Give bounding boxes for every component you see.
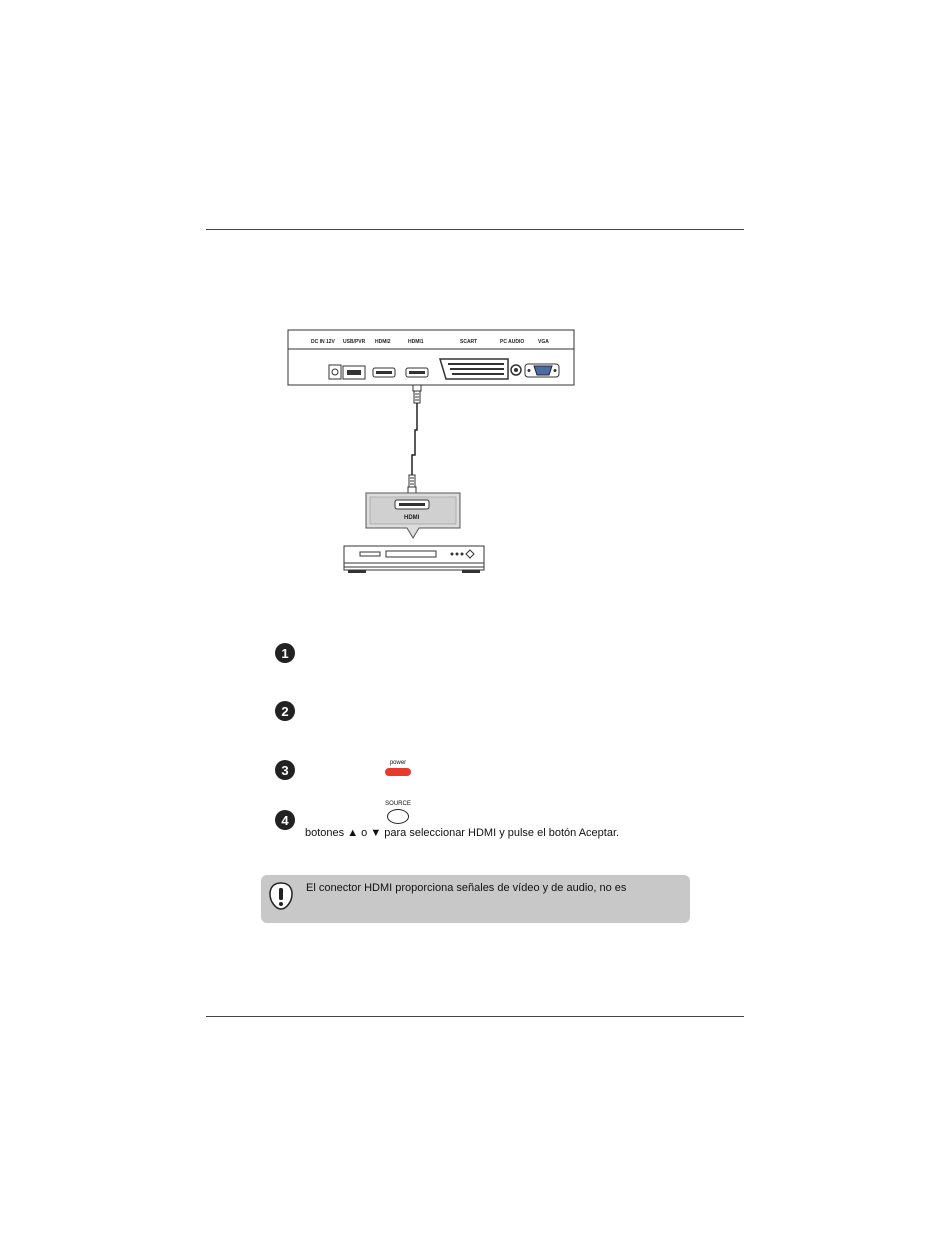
port-label-hdmi1: HDMI1 [408, 339, 424, 345]
source-button-label: SOURCE [385, 801, 411, 807]
port-label-scart: SCART [460, 339, 478, 345]
step-3-number: 3 [275, 760, 295, 780]
source-button-shape [387, 809, 409, 824]
step-4-number: 4 [275, 810, 295, 830]
hdmi-connection-diagram [280, 325, 590, 585]
dc-port [329, 365, 341, 379]
power-button-icon [384, 760, 412, 776]
step-2-number: 2 [275, 701, 295, 721]
exclamation-icon [269, 882, 293, 910]
power-button-label: power [389, 760, 407, 766]
port-label-vga: VGA [538, 339, 549, 345]
note-box [261, 875, 690, 923]
power-button-shape [385, 768, 411, 776]
port-label-usb: USB/PVR [343, 339, 366, 345]
hdmi-cable [408, 385, 421, 493]
source-button-icon [383, 801, 413, 824]
port-label-dc: DC IN 12V [311, 339, 335, 345]
step-1-number: 1 [275, 643, 295, 663]
port-label-pc-audio: PC AUDIO [500, 339, 525, 345]
device-port-label: HDMI [404, 515, 420, 521]
top-rule [206, 229, 744, 230]
bottom-rule [206, 1016, 744, 1017]
step-4-text: botones ▲ o ▼ para seleccionar HDMI y pulse el botón Aceptar. [305, 827, 620, 839]
note-text: El conector HDMI proporciona señales de vídeo y de audio, no es [306, 882, 627, 894]
port-label-hdmi2: HDMI2 [375, 339, 391, 345]
dvd-player [344, 546, 484, 573]
